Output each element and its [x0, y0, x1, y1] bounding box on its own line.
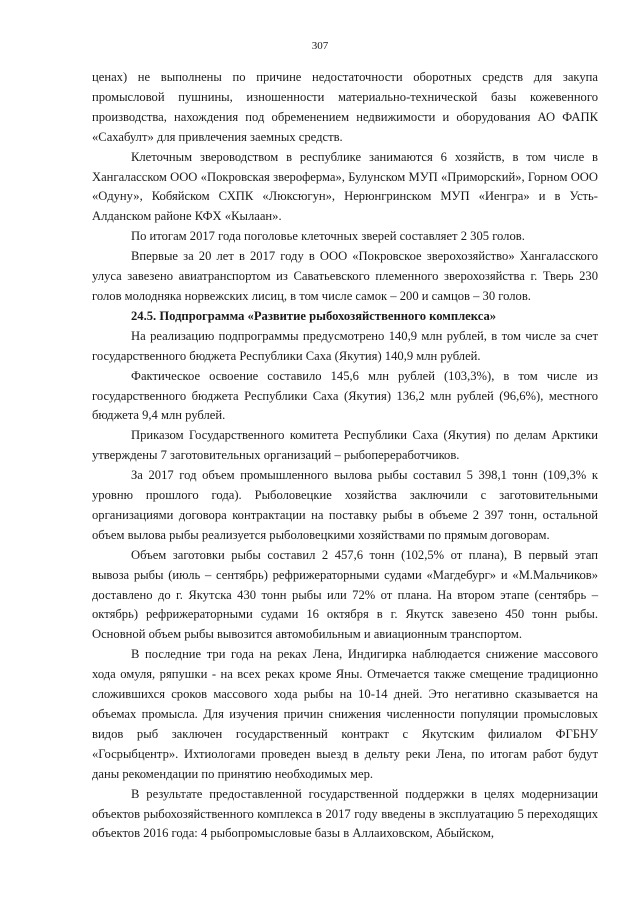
paragraph-organizations: Приказом Государственного комитета Республики Саха (Якутия) по делам Арктики утверждены 7 заготовительных организаций – рыбопереработчиков.	[92, 428, 598, 463]
section-heading: 24.5. Подпрограмма «Развитие рыбохозяйственного комплекса»	[131, 308, 497, 323]
paragraph-modernization: В результате предоставленной государственной поддержки в целях модернизации объектов рыбохозяйственного комплекса в 2017 году введены в эксплуатацию 5 переходящих объектов 2016 года: 4 рыбопромысловые базы в Аллаиховском, Абыйском,	[92, 786, 598, 841]
paragraph-omul-decline: В последние три года на реках Лена, Индигирка наблюдается снижение массового хода омуля, ряпушки - на всех реках кроме Яны. Отмечается также смещение традиционно сложившихся сроков массового хода рыбы на 10-14 дней. Это негативно сказывается на объемах промысла. Для изучения причин снижения численности популяции промысловых видов рыб заключен государственный контракт с Якутским филиалом ФГБНУ «Госрыбцентр». Ихтиологами проведен выезд в дельту реки Лена, по итогам работ будут даны рекомендации по принятию необходимых мер.	[92, 647, 598, 781]
document-body	[92, 68, 598, 844]
paragraph-cage-farming: Клеточным звероводством в республике занимаются 6 хозяйств, в том числе в Хангаласском ООО «Покровская звероферма», Булунском МУП «Приморский», Горном ООО «Одуну», Кобяйском СХПК «Люксюгун», Нерюнгринском МУП «Иенгра» и в Усть-Алданском районе КФХ «Кылаан».	[92, 149, 598, 224]
paragraph-livestock-total: По итогам 2017 года поголовье клеточных зверей составляет 2 305 голов.	[131, 229, 525, 244]
paragraph-fish-catch: За 2017 год объем промышленного вылова рыбы составил 5 398,1 тонн (109,3% к уровню прошлого года). Рыболовецкие хозяйства заключили с заготовительными организациями договора контрактации на поставку рыбы в объеме 2 397 тонн, остальной объем вылова рыбы реализуется рыболовецкими хозяйствами по прямым договорам.	[92, 468, 598, 542]
page-number: 307	[311, 40, 329, 52]
paragraph-fish-procurement: Объем заготовки рыбы составил 2 457,6 тонн (102,5% от плана), В первый этап вывоза рыбы (июль – сентябрь) рефрижераторными судами «Магдебург» и «М.Мальчиков» доставлено до г. Якутска 430 тонн рыбы или 72% от плана. На втором этапе (сентябрь – октябрь) рефрижераторными судами 16 октября в г. Якутск завезено 450 тонн рыбы. Основной объем рыбы вывозится автомобильным и авиационным транспортом.	[92, 547, 598, 642]
paragraph-funding-planned: На реализацию подпрограммы предусмотрено 140,9 млн рублей, в том числе за счет государственного бюджета Республики Саха (Якутия) 140,9 млн рублей.	[92, 328, 598, 363]
paragraph-continuation: ценах) не выполнены по причине недостаточности оборотных средств для закупа промысловой пушнины, изношенности материально-технической базы кожевенного производства, нахождения под обременением недвижимости и оборудования АО ФАПК «Сахабулт» для привлечения заемных средств.	[92, 70, 598, 144]
paragraph-funding-actual: Фактическое освоение составило 145,6 млн рублей (103,3%), в том числе из государственного бюджета Республики Саха (Якутия) 136,2 млн рублей (96,6%), местного бюджета 9,4 млн рублей.	[92, 368, 598, 423]
paragraph-fox-import: Впервые за 20 лет в 2017 году в ООО «Покровское зверохозяйство» Хангаласского улуса завезено авиатранспортом из Саватьевского племенного зверохозяйства г. Тверь 230 голов молодняка норвежских лисиц, в том числе самок – 200 и самцов – 30 голов.	[92, 249, 598, 303]
